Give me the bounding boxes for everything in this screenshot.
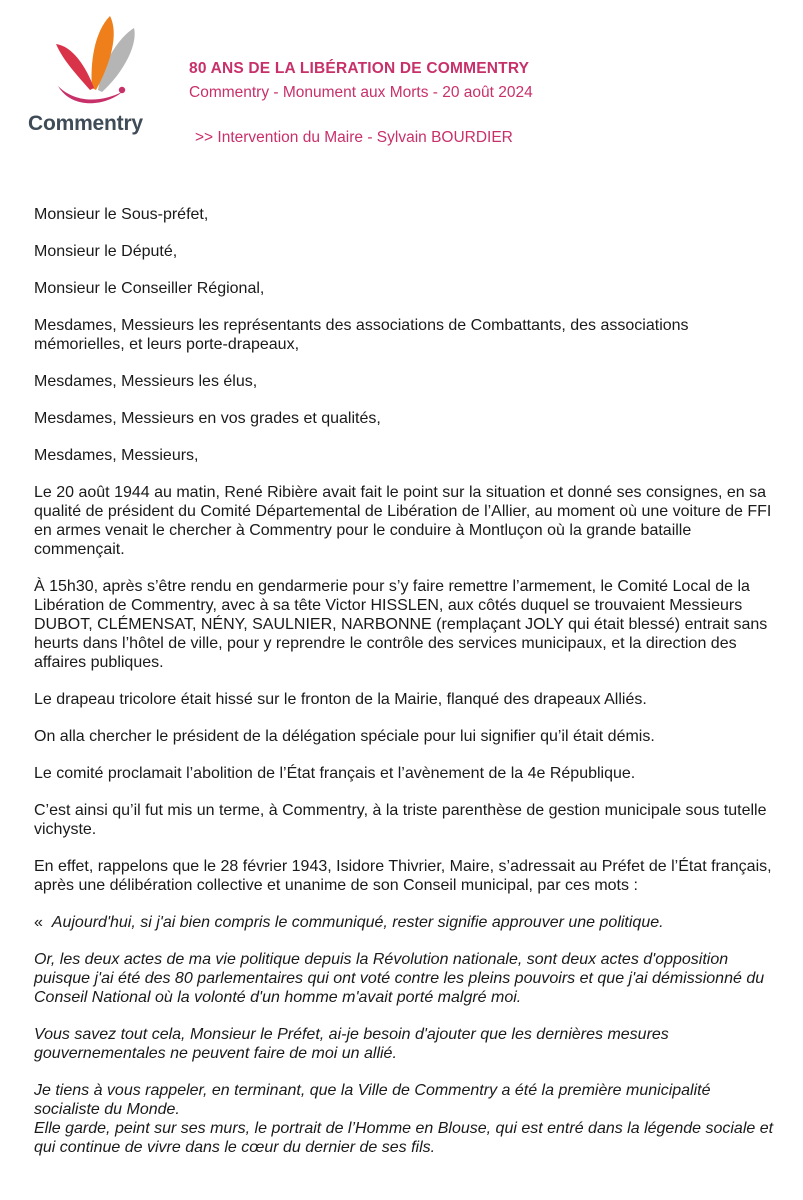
salutation: Mesdames, Messieurs les élus, [34, 373, 258, 390]
event-subtitle: Commentry - Monument aux Morts - 20 août 2024 [189, 84, 533, 101]
paragraph: Le drapeau tricolore était hissé sur le fronton de la Mairie, flanqué des drapeaux Alliés. [34, 691, 647, 708]
logo-wordmark: Commentry [28, 112, 143, 135]
paragraph: Le comité proclamait l’abolition de l’État français et l’avènement de la 4e République. [34, 765, 636, 782]
quote-paragraph: Or, les deux actes de ma vie politique depuis la Révolution nationale, sont deux actes d'opposition puisque j'ai été des 80 parlementaires qui ont voté contre les pleins pouvoirs et que j'ai démissionné du Conseil National où la volonté d'un homme m'avait porté malgré moi. [34, 951, 765, 1006]
document-title: 80 ANS DE LA LIBÉRATION DE COMMENTRY [189, 60, 530, 77]
salutation: Mesdames, Messieurs, [34, 447, 199, 464]
salutation: Monsieur le Conseiller Régional, [34, 280, 265, 297]
quote-paragraph [34, 913, 774, 932]
salutation: Mesdames, Messieurs en vos grades et qualités, [34, 410, 381, 427]
flower-logo-icon [50, 14, 140, 109]
intervention-line: >> Intervention du Maire - Sylvain BOURDIER [195, 129, 513, 146]
salutation: Monsieur le Député, [34, 243, 178, 260]
paragraph: Le 20 août 1944 au matin, René Ribière avait fait le point sur la situation et donné ses consignes, en sa qualité de président du Comité Départemental de Libération de l’Allier, au moment où une voiture de FFI en armes venait le chercher à Commentry pour le conduire à Montluçon où la grande bataille commençait. [34, 484, 772, 558]
quote-line: Aujourd'hui, si j'ai bien compris le communiqué, rester signifie approuver une politique. [51, 914, 664, 931]
paragraph: À 15h30, après s’être rendu en gendarmerie pour s’y faire remettre l’armement, le Comité Local de la Libération de Commentry, avec à sa tête Victor HISSLEN, aux côtés duquel se trouvaient Messieurs DUBOT, CLÉMENSAT, NÉNY, SAULNIER, NARBONNE (remplaçant JOLY qui était blessé) entrait sans heurts dans l’hôtel de ville, pour y reprendre le contrôle des services municipaux, et la direction des affaires publiques. [34, 578, 768, 671]
paragraph: C’est ainsi qu’il fut mis un terme, à Commentry, à la triste parenthèse de gestion municipale sous tutelle vichyste. [34, 802, 767, 838]
commentry-logo [28, 14, 158, 139]
salutation: Mesdames, Messieurs les représentants des associations de Combattants, des associations mémorielles, et leurs porte-drapeaux, [34, 317, 689, 353]
paragraph: En effet, rappelons que le 28 février 1943, Isidore Thivrier, Maire, s’adressait au Préfet de l’État français, après une délibération collective et unanime de son Conseil municipal, par ces mots : [34, 858, 772, 894]
paragraph: On alla chercher le président de la délégation spéciale pour lui signifier qu’il était démis. [34, 728, 655, 745]
quote-open-mark: « [34, 914, 43, 931]
quote-paragraph: Vous savez tout cela, Monsieur le Préfet, ai-je besoin d'ajouter que les dernières mesures gouvernementales ne peuvent faire de moi un allié. [34, 1026, 669, 1062]
quote-paragraph: Je tiens à vous rappeler, en terminant, que la Ville de Commentry a été la première municipalité socialiste du Monde. [34, 1082, 711, 1118]
speech-body [34, 205, 774, 1175]
quote-paragraph: Elle garde, peint sur ses murs, le portrait de l’Homme en Blouse, qui est entré dans la légende sociale et qui continue de vivre dans le cœur du dernier de ses fils. [34, 1120, 774, 1156]
salutation: Monsieur le Sous-préfet, [34, 206, 209, 223]
